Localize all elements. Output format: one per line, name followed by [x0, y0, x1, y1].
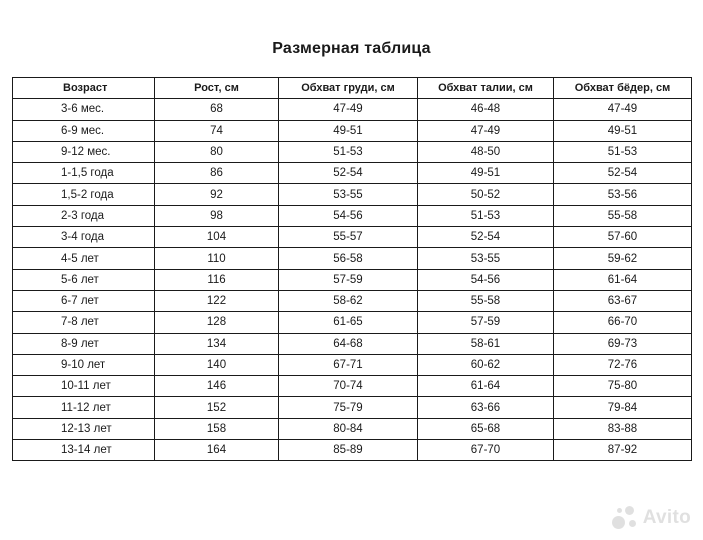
cell-age: 4-5 лет: [13, 248, 155, 269]
cell-waist: 65-68: [418, 418, 554, 439]
table-row: [13, 163, 692, 184]
cell-age: 10-11 лет: [13, 376, 155, 397]
cell-chest: 49-51: [279, 120, 418, 141]
table-row: [13, 354, 692, 375]
cell-chest: 57-59: [279, 269, 418, 290]
cell-hips: 61-64: [554, 269, 692, 290]
cell-hips: 72-76: [554, 354, 692, 375]
table-row: [13, 397, 692, 418]
column-header-age: Возраст: [13, 78, 155, 99]
cell-waist: 49-51: [418, 163, 554, 184]
cell-height: 122: [155, 290, 279, 311]
cell-height: 110: [155, 248, 279, 269]
cell-hips: 59-62: [554, 248, 692, 269]
cell-height: 92: [155, 184, 279, 205]
cell-age: 9-12 мес.: [13, 141, 155, 162]
cell-hips: 69-73: [554, 333, 692, 354]
cell-height: 146: [155, 376, 279, 397]
cell-chest: 55-57: [279, 227, 418, 248]
cell-waist: 67-70: [418, 440, 554, 461]
cell-hips: 47-49: [554, 99, 692, 120]
cell-height: 74: [155, 120, 279, 141]
cell-height: 134: [155, 333, 279, 354]
cell-age: 3-4 года: [13, 227, 155, 248]
cell-waist: 54-56: [418, 269, 554, 290]
table-row: [13, 141, 692, 162]
table-row: [13, 205, 692, 226]
cell-waist: 51-53: [418, 205, 554, 226]
cell-height: 80: [155, 141, 279, 162]
cell-chest: 53-55: [279, 184, 418, 205]
cell-hips: 79-84: [554, 397, 692, 418]
watermark-text: Avito: [642, 507, 691, 528]
cell-waist: 53-55: [418, 248, 554, 269]
cell-waist: 61-64: [418, 376, 554, 397]
cell-hips: 53-56: [554, 184, 692, 205]
cell-age: 1,5-2 года: [13, 184, 155, 205]
cell-waist: 63-66: [418, 397, 554, 418]
cell-hips: 57-60: [554, 227, 692, 248]
cell-age: 7-8 лет: [13, 312, 155, 333]
table-row: [13, 99, 692, 120]
cell-waist: 52-54: [418, 227, 554, 248]
cell-height: 128: [155, 312, 279, 333]
cell-height: 158: [155, 418, 279, 439]
cell-waist: 57-59: [418, 312, 554, 333]
cell-waist: 47-49: [418, 120, 554, 141]
cell-chest: 75-79: [279, 397, 418, 418]
avito-logo-icon: [612, 506, 638, 530]
table-row: [13, 312, 692, 333]
cell-age: 12-13 лет: [13, 418, 155, 439]
cell-chest: 67-71: [279, 354, 418, 375]
cell-hips: 63-67: [554, 290, 692, 311]
column-header-height: Рост, см: [155, 78, 279, 99]
cell-chest: 47-49: [279, 99, 418, 120]
table-row: [13, 290, 692, 311]
cell-age: 6-7 лет: [13, 290, 155, 311]
table-row: [13, 440, 692, 461]
cell-hips: 51-53: [554, 141, 692, 162]
table-row: [13, 269, 692, 290]
table-row: [13, 227, 692, 248]
table-row: [13, 418, 692, 439]
cell-age: 13-14 лет: [13, 440, 155, 461]
cell-chest: 54-56: [279, 205, 418, 226]
cell-age: 9-10 лет: [13, 354, 155, 375]
column-header-waist: Обхват талии, см: [418, 78, 554, 99]
cell-chest: 64-68: [279, 333, 418, 354]
cell-chest: 56-58: [279, 248, 418, 269]
cell-hips: 49-51: [554, 120, 692, 141]
cell-hips: 87-92: [554, 440, 692, 461]
table-row: [13, 333, 692, 354]
cell-age: 1-1,5 года: [13, 163, 155, 184]
cell-waist: 48-50: [418, 141, 554, 162]
cell-chest: 61-65: [279, 312, 418, 333]
cell-waist: 46-48: [418, 99, 554, 120]
cell-hips: 75-80: [554, 376, 692, 397]
cell-waist: 50-52: [418, 184, 554, 205]
cell-hips: 83-88: [554, 418, 692, 439]
table-row: [13, 120, 692, 141]
table-row: [13, 376, 692, 397]
header-row: [13, 78, 692, 99]
table-body: [13, 99, 692, 461]
size-table: [12, 77, 692, 461]
cell-age: 5-6 лет: [13, 269, 155, 290]
cell-chest: 80-84: [279, 418, 418, 439]
cell-age: 2-3 года: [13, 205, 155, 226]
cell-height: 104: [155, 227, 279, 248]
cell-height: 86: [155, 163, 279, 184]
cell-waist: 55-58: [418, 290, 554, 311]
column-header-chest: Обхват груди, см: [279, 78, 418, 99]
cell-hips: 52-54: [554, 163, 692, 184]
cell-age: 8-9 лет: [13, 333, 155, 354]
table-row: [13, 248, 692, 269]
cell-height: 140: [155, 354, 279, 375]
cell-age: 6-9 мес.: [13, 120, 155, 141]
page-title: Размерная таблица: [272, 40, 431, 57]
watermark: [612, 506, 691, 530]
cell-chest: 58-62: [279, 290, 418, 311]
cell-waist: 60-62: [418, 354, 554, 375]
cell-age: 3-6 мес.: [13, 99, 155, 120]
table-header: [13, 78, 692, 99]
cell-chest: 51-53: [279, 141, 418, 162]
cell-chest: 85-89: [279, 440, 418, 461]
table-row: [13, 184, 692, 205]
cell-height: 152: [155, 397, 279, 418]
cell-chest: 70-74: [279, 376, 418, 397]
cell-height: 98: [155, 205, 279, 226]
cell-height: 164: [155, 440, 279, 461]
cell-waist: 58-61: [418, 333, 554, 354]
cell-age: 11-12 лет: [13, 397, 155, 418]
cell-chest: 52-54: [279, 163, 418, 184]
cell-height: 68: [155, 99, 279, 120]
cell-height: 116: [155, 269, 279, 290]
cell-hips: 66-70: [554, 312, 692, 333]
column-header-hips: Обхват бёдер, см: [554, 78, 692, 99]
cell-hips: 55-58: [554, 205, 692, 226]
